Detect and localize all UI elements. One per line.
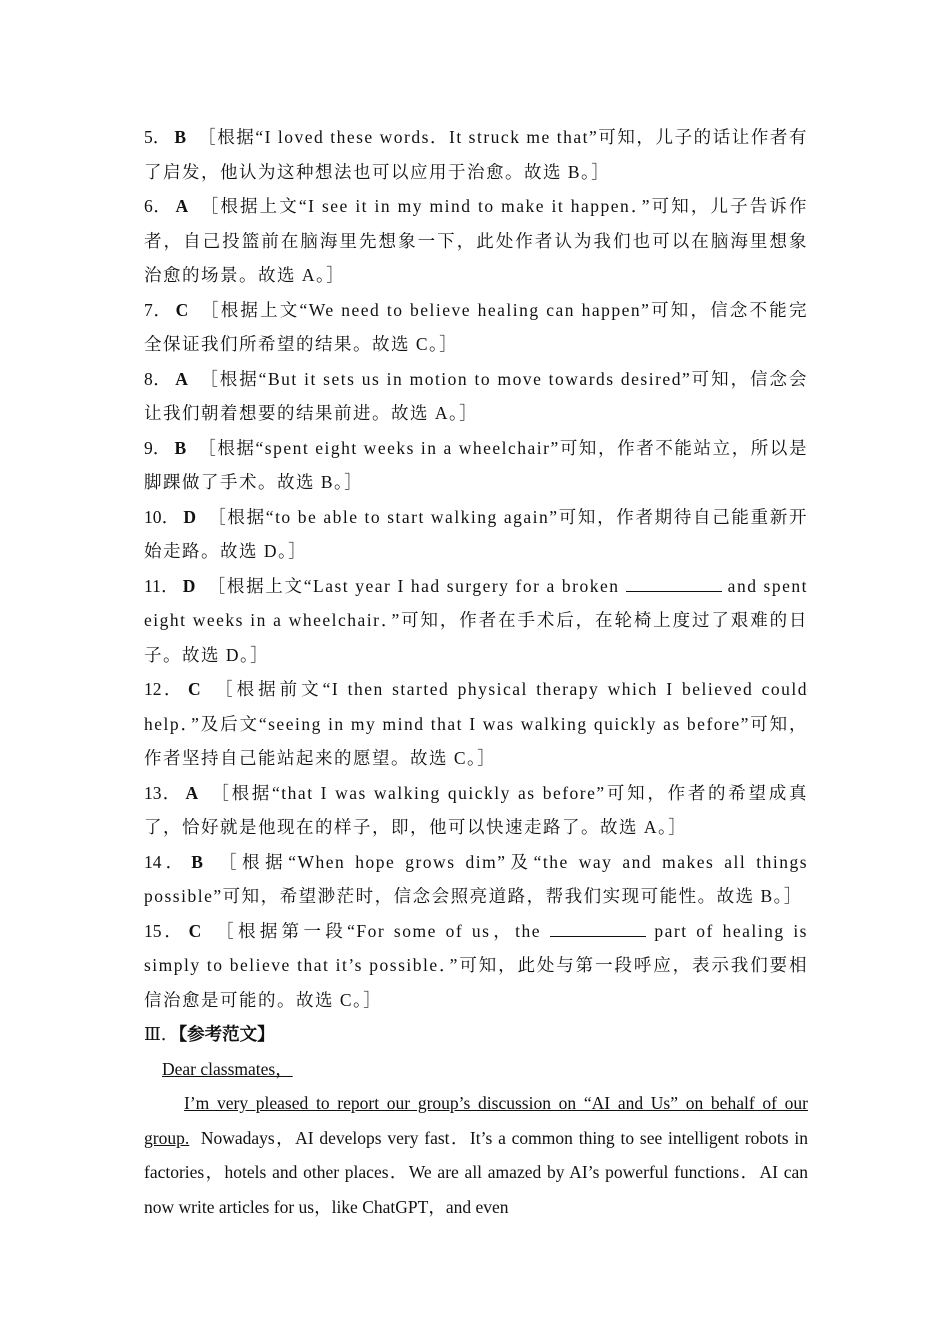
question-number: 14．	[144, 851, 188, 872]
question-number: 6．	[144, 196, 172, 216]
explanation: ［根据上文“I see it in my mind to make it happen．”可知，儿子告诉作者，自己投篮前在脑海里先想象一下，此处作者认为我们也可以在脑海里想象治愈的场景。故选 A。］	[144, 196, 808, 285]
answer-letter: C	[175, 299, 189, 320]
explanation: ［根据“When hope grows dim”及“the way and makes all things possible”可知，希望渺茫时，信念会照亮道路，帮我们实现可能性。故选 B。］	[144, 851, 809, 906]
essay-underlined-opening: I’m very pleased to report our group’s discussion on “AI and Us” on behalf of our group.	[144, 1093, 808, 1148]
answer-item-11	[144, 569, 808, 673]
question-number: 7．	[144, 299, 172, 320]
section-title: 【参考范文】	[178, 1024, 275, 1044]
answer-item-12	[144, 672, 808, 776]
answer-letter: C	[188, 920, 202, 941]
answer-item-6	[144, 189, 808, 293]
question-number: 5．	[144, 127, 171, 147]
explanation-part-1: ［根据第一段“For some of us，the	[213, 920, 550, 941]
essay-paragraph	[144, 1086, 808, 1224]
explanation: ［根据“spent eight weeks in a wheelchair”可知，作者不能站立，所以是脚踝做了手术。故选 B。］	[144, 437, 808, 492]
question-number: 11．	[144, 575, 179, 596]
answer-item-14	[144, 845, 808, 914]
explanation-part-2: part of healing is simply to believe that it’s possible．”可知，此处与第一段呼应，表示我们要相信治愈是可能的。故选 C。］	[144, 920, 808, 1010]
answer-letter: A	[185, 782, 199, 803]
answer-key-page	[144, 120, 808, 1224]
explanation: ［根据前文“I then started physical therapy which I believed could help．”及后文“seeing in my mind that I was walking quickly as before”可知，作者坚持自己能站起来的愿望。故选 C。］	[144, 679, 809, 768]
explanation: ［根据“that I was walking quickly as before”可知，作者的希望成真了，恰好就是他现在的样子，即，他可以快速走路了。故选 A。］	[144, 782, 808, 837]
explanation: ［根据“But it sets us in motion to move towards desired”可知，信念会让我们朝着想要的结果前进。故选 A。］	[144, 368, 809, 423]
section-numeral: Ⅲ．	[144, 1024, 179, 1044]
essay-body: Nowadays，AI develops very fast．It’s a common thing to see intelligent robots in factories，hotels and other places．We are all amazed by AI’s powerful functions．AI can now write articles for us，like ChatGPT，and even	[144, 1127, 809, 1217]
explanation-part-2: and spent eight weeks in a wheelchair．”可知，作者在手术后，在轮椅上度过了艰难的日子。故选 D。］	[144, 575, 808, 665]
explanation: ［根据“to be able to start walking again”可知，作者期待自己能重新开始走路。故选 D。］	[144, 506, 809, 561]
question-number: 9．	[144, 437, 171, 458]
question-number: 15．	[144, 920, 185, 941]
question-number: 10．	[144, 506, 180, 527]
fill-blank-line	[626, 590, 722, 592]
answer-letter: B	[174, 437, 187, 458]
answer-item-5	[144, 120, 808, 189]
answer-letter: C	[188, 679, 201, 699]
answer-item-9	[144, 431, 808, 500]
question-number: 12．	[144, 679, 184, 699]
explanation-part-1: ［根据上文“Last year I had surgery for a broken	[207, 575, 626, 596]
answer-letter: D	[182, 575, 196, 596]
answer-letter: A	[175, 196, 189, 216]
essay-greeting-line	[144, 1052, 808, 1087]
essay-greeting: Dear classmates，	[162, 1058, 293, 1079]
answer-item-8	[144, 362, 808, 431]
fill-blank-line	[550, 935, 646, 937]
answer-letter: A	[175, 368, 188, 389]
section-heading	[144, 1017, 808, 1052]
question-number: 13．	[144, 782, 182, 803]
answer-letter: D	[183, 506, 197, 527]
answer-item-13	[144, 776, 808, 845]
answer-item-15	[144, 914, 808, 1018]
answer-letter: B	[174, 127, 187, 147]
model-essay	[144, 1052, 808, 1225]
question-number: 8．	[144, 368, 172, 389]
explanation: ［根据上文“We need to believe healing can happen”可知，信念不能完全保证我们所希望的结果。故选 C。］	[144, 299, 808, 354]
answer-letter: B	[191, 851, 203, 872]
answer-item-7	[144, 293, 808, 362]
answer-item-10	[144, 500, 808, 569]
explanation: ［根据“I loved these words．It struck me that”可知，儿子的话让作者有了启发，他认为这种想法也可以应用于治愈。故选 B。］	[144, 127, 808, 182]
